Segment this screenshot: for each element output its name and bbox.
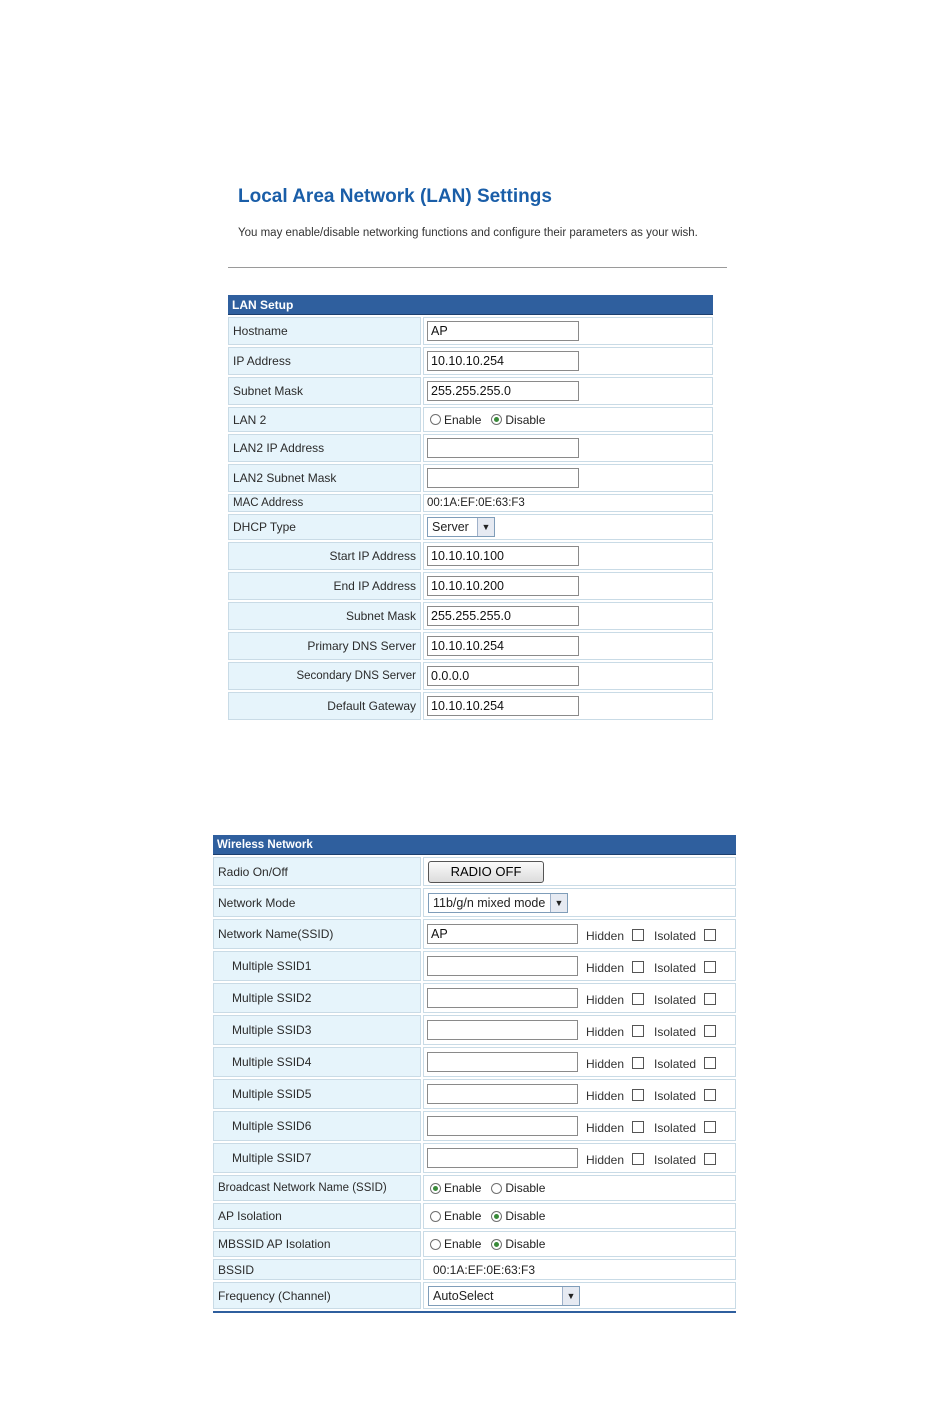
isolated-checkbox[interactable] <box>704 1121 716 1133</box>
radio-row <box>213 857 736 886</box>
broadcast-disable-radio[interactable] <box>491 1183 502 1194</box>
isolated-label: Isolated <box>654 1089 697 1103</box>
bssid-label: BSSID <box>213 1259 421 1280</box>
ap-isolation-disable-radio[interactable] <box>491 1211 502 1222</box>
mssid-input[interactable] <box>427 1052 578 1072</box>
hidden-checkbox[interactable] <box>632 961 644 973</box>
ap-isolation-row <box>213 1203 736 1229</box>
mssid-input[interactable] <box>427 988 578 1008</box>
ssid-input[interactable] <box>427 924 578 944</box>
subnet-label: Subnet Mask <box>228 377 421 405</box>
mssid-row-2 <box>213 983 736 1013</box>
ip-input[interactable] <box>427 351 579 371</box>
secondary-dns-row <box>228 662 713 690</box>
page-title: Local Area Network (LAN) Settings <box>238 186 552 207</box>
isolated-checkbox[interactable] <box>704 1089 716 1101</box>
mssid-input[interactable] <box>427 956 578 976</box>
bssid-row <box>213 1259 736 1280</box>
mssid-label: Multiple SSID4 <box>213 1047 421 1077</box>
lan-setup-header: LAN Setup <box>228 295 713 315</box>
ip-row <box>228 347 713 375</box>
hidden-checkbox[interactable] <box>632 1153 644 1165</box>
network-mode-value: 11b/g/n mixed mode <box>433 895 546 910</box>
frequency-select[interactable] <box>428 1286 580 1306</box>
gateway-input[interactable] <box>427 696 579 716</box>
mssid-row-1 <box>213 951 736 981</box>
mssid-label: Multiple SSID2 <box>213 983 421 1013</box>
dhcp-type-value: Server <box>432 520 469 534</box>
lan2-enable-label: Enable <box>444 412 482 427</box>
frequency-value: AutoSelect <box>433 1288 494 1303</box>
start-ip-label: Start IP Address <box>228 542 421 570</box>
broadcast-enable-label: Enable <box>444 1181 482 1195</box>
mbssid-isolation-disable-label: Disable <box>505 1237 546 1251</box>
lan-setup-panel <box>228 295 713 720</box>
wireless-panel <box>213 835 736 1313</box>
wireless-footer-line <box>213 1311 736 1313</box>
mssid-row-3 <box>213 1015 736 1045</box>
mbssid-isolation-enable-label: Enable <box>444 1237 482 1251</box>
hidden-checkbox[interactable] <box>632 1057 644 1069</box>
chevron-down-icon: ▼ <box>477 518 494 536</box>
hidden-checkbox[interactable] <box>632 1089 644 1101</box>
isolated-label: Isolated <box>654 1153 697 1167</box>
secondary-dns-input[interactable] <box>427 666 579 686</box>
mbssid-isolation-label: MBSSID AP Isolation <box>213 1231 421 1257</box>
bssid-value: 00:1A:EF:0E:63:F3 <box>423 1259 736 1280</box>
lan2-ip-input[interactable] <box>427 438 579 458</box>
hidden-label: Hidden <box>586 929 625 943</box>
ssid-label: Network Name(SSID) <box>213 919 421 949</box>
mode-label: Network Mode <box>213 888 421 917</box>
hostname-row <box>228 317 713 345</box>
frequency-label: Frequency (Channel) <box>213 1282 421 1309</box>
hidden-label: Hidden <box>586 1025 625 1039</box>
hidden-label: Hidden <box>586 1089 625 1103</box>
page-description: You may enable/disable networking functions and configure their parameters as your wish. <box>238 227 698 239</box>
mac-value: 00:1A:EF:0E:63:F3 <box>423 494 713 512</box>
isolated-checkbox[interactable] <box>704 1057 716 1069</box>
isolated-checkbox[interactable] <box>704 1025 716 1037</box>
ap-isolation-disable-label: Disable <box>505 1209 546 1223</box>
primary-dns-label: Primary DNS Server <box>228 632 421 660</box>
mssid-label: Multiple SSID5 <box>213 1079 421 1109</box>
gateway-row <box>228 692 713 720</box>
divider <box>228 267 727 268</box>
lan2-enable-radio[interactable] <box>430 414 441 425</box>
mssid-label: Multiple SSID6 <box>213 1111 421 1141</box>
broadcast-disable-label: Disable <box>505 1181 546 1195</box>
hidden-label: Hidden <box>586 1057 625 1071</box>
subnet-row <box>228 377 713 405</box>
mssid-row-5 <box>213 1079 736 1109</box>
ap-isolation-label: AP Isolation <box>213 1203 421 1229</box>
dhcp-mask-input[interactable] <box>427 606 579 626</box>
end-ip-row <box>228 572 713 600</box>
ap-isolation-enable-radio[interactable] <box>430 1211 441 1222</box>
radio-label: Radio On/Off <box>213 857 421 886</box>
lan2-ip-row <box>228 434 713 462</box>
start-ip-row <box>228 542 713 570</box>
hidden-label: Hidden <box>586 1121 625 1135</box>
ip-label: IP Address <box>228 347 421 375</box>
mssid-row-7 <box>213 1143 736 1173</box>
wireless-header: Wireless Network <box>213 835 736 855</box>
radio-off-button[interactable]: RADIO OFF <box>428 861 544 883</box>
end-ip-label: End IP Address <box>228 572 421 600</box>
hostname-input[interactable] <box>427 321 579 341</box>
mssid-label: Multiple SSID7 <box>213 1143 421 1173</box>
end-ip-input[interactable] <box>427 576 579 596</box>
ap-isolation-enable-label: Enable <box>444 1209 482 1223</box>
hidden-checkbox[interactable] <box>632 993 644 1005</box>
subnet-input[interactable] <box>427 381 579 401</box>
dhcp-type-select[interactable] <box>427 517 495 537</box>
lan2-mask-label: LAN2 Subnet Mask <box>228 464 421 492</box>
network-mode-select[interactable] <box>428 893 568 913</box>
isolated-checkbox[interactable] <box>704 961 716 973</box>
isolated-checkbox[interactable] <box>704 1153 716 1165</box>
mode-row <box>213 888 736 917</box>
isolated-checkbox[interactable] <box>704 993 716 1005</box>
lan2-ip-label: LAN2 IP Address <box>228 434 421 462</box>
isolated-label: Isolated <box>654 1057 697 1071</box>
mssid-input[interactable] <box>427 1116 578 1136</box>
lan2-disable-label: Disable <box>505 412 546 427</box>
isolated-checkbox[interactable] <box>704 929 716 941</box>
dhcp-mask-label: Subnet Mask <box>228 602 421 630</box>
dhcp-label: DHCP Type <box>228 514 421 540</box>
mac-label: MAC Address <box>228 494 421 512</box>
broadcast-label: Broadcast Network Name (SSID) <box>213 1175 421 1201</box>
hidden-checkbox[interactable] <box>632 1121 644 1133</box>
lan2-disable-radio[interactable] <box>491 414 502 425</box>
mssid-label: Multiple SSID3 <box>213 1015 421 1045</box>
chevron-down-icon: ▼ <box>550 894 567 912</box>
start-ip-input[interactable] <box>427 546 579 566</box>
lan2-row <box>228 407 713 432</box>
primary-dns-input[interactable] <box>427 636 579 656</box>
isolated-label: Isolated <box>654 929 697 943</box>
chevron-down-icon: ▼ <box>562 1287 579 1305</box>
hidden-label: Hidden <box>586 961 625 975</box>
broadcast-enable-radio[interactable] <box>430 1183 441 1194</box>
secondary-dns-label: Secondary DNS Server <box>228 662 421 690</box>
mbssid-isolation-enable-radio[interactable] <box>430 1239 441 1250</box>
mbssid-isolation-row <box>213 1231 736 1257</box>
frequency-row <box>213 1282 736 1309</box>
hidden-label: Hidden <box>586 993 625 1007</box>
ssid-row <box>213 919 736 949</box>
dhcp-row <box>228 514 713 540</box>
hostname-label: Hostname <box>228 317 421 345</box>
mbssid-isolation-disable-radio[interactable] <box>491 1239 502 1250</box>
lan2-mask-row <box>228 464 713 492</box>
lan2-label: LAN 2 <box>228 407 421 432</box>
isolated-label: Isolated <box>654 1121 697 1135</box>
mac-row <box>228 494 713 512</box>
mssid-row-6 <box>213 1111 736 1141</box>
isolated-label: Isolated <box>654 961 697 975</box>
broadcast-row <box>213 1175 736 1201</box>
mssid-input[interactable] <box>427 1020 578 1040</box>
gateway-label: Default Gateway <box>228 692 421 720</box>
hidden-checkbox[interactable] <box>632 1025 644 1037</box>
isolated-label: Isolated <box>654 1025 697 1039</box>
mssid-input[interactable] <box>427 1148 578 1168</box>
hidden-label: Hidden <box>586 1153 625 1167</box>
hidden-checkbox[interactable] <box>632 929 644 941</box>
mssid-row-4 <box>213 1047 736 1077</box>
isolated-label: Isolated <box>654 993 697 1007</box>
dhcp-mask-row <box>228 602 713 630</box>
mssid-label: Multiple SSID1 <box>213 951 421 981</box>
primary-dns-row <box>228 632 713 660</box>
mssid-input[interactable] <box>427 1084 578 1104</box>
lan2-mask-input[interactable] <box>427 468 579 488</box>
